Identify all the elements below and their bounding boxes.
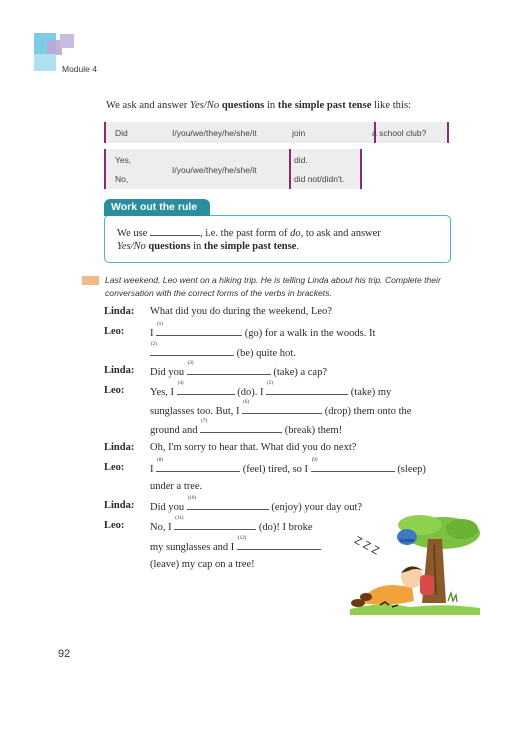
rule-line-2: Yes/No questions in the simple past tense. (117, 241, 299, 252)
speaker-linda: Linda: (104, 500, 135, 511)
answer-blank-1[interactable]: (1) (156, 326, 242, 336)
rule-blank[interactable] (150, 226, 200, 236)
table-cell-did: Did (115, 128, 128, 138)
work-out-rule-title: Work out the rule (104, 199, 210, 216)
answer-blank-9[interactable]: (9) (311, 462, 395, 472)
dialogue-line: my sunglasses and I (12) (150, 540, 321, 553)
table-cell-did-not: did not/didn't. (294, 174, 345, 184)
answer-blank-11[interactable]: (11) (174, 520, 256, 530)
work-out-rule-box (104, 215, 451, 263)
table-cell-no: No, (115, 174, 129, 184)
rule-line-1: We use , i.e. the past form of do, to ask and answer (117, 228, 381, 239)
dialogue-line: Did you (10) (enjoy) your day out? (150, 496, 363, 513)
answer-blank-4[interactable]: (4) (177, 385, 235, 395)
exercise-marker (82, 276, 99, 285)
dialogue-line: I (8) (feel) tired, so I (9) (sleep) (150, 458, 426, 475)
answer-blank-6[interactable]: (6) (242, 404, 322, 414)
dialogue-line: (leave) my cap on a tree! (150, 559, 255, 570)
dialogue-line: What did you do during the weekend, Leo? (150, 306, 332, 317)
table-cell-pronouns: I/you/we/they/he/she/it (172, 128, 257, 138)
dialogue-line: sunglasses too. But, I (6) (drop) them onto the (150, 400, 412, 417)
dialogue-line: Yes, I (4) (do). I (5) (take) my (150, 381, 392, 398)
page-number: 92 (58, 648, 71, 660)
exercise-instruction: Last weekend, Leo went on a hiking trip. He is telling Linda about his trip. Complete their conversation with the correct forms of the verbs in brackets. (105, 275, 441, 298)
table-cell-verb: join (292, 128, 306, 138)
dialogue-line: (2) (be) quite hot. (151, 342, 296, 359)
answer-blank-5[interactable]: (5) (266, 385, 348, 395)
speaker-linda: Linda: (104, 306, 135, 317)
answer-blank-10[interactable]: (10) (187, 500, 269, 510)
dialogue-line: ground and (7) (break) them! (150, 419, 343, 436)
question-pattern-table (104, 122, 449, 143)
module-label: Module 4 (62, 64, 97, 74)
answer-blank-12[interactable]: (12) (237, 540, 321, 550)
answer-pattern-table (104, 149, 362, 189)
dialogue-line: I (1) (go) for a walk in the woods. It (150, 322, 376, 339)
answer-blank-8[interactable]: (8) (156, 462, 240, 472)
speaker-leo: Leo: (104, 520, 125, 531)
table-cell-did-short: did. (294, 155, 308, 165)
table-cell-pronouns: I/you/we/they/he/she/it (172, 165, 257, 175)
speaker-leo: Leo: (104, 462, 125, 473)
dialogue-line: Did you (3) (take) a cap? (150, 361, 327, 378)
answer-blank-7[interactable]: (7) (200, 423, 282, 433)
dialogue-line: Oh, I'm sorry to hear that. What did you do next? (150, 442, 357, 453)
answer-blank-2[interactable]: (2) (150, 346, 234, 356)
table-cell-yes: Yes, (115, 155, 132, 165)
intro-sentence: We ask and answer Yes/No questions in the simple past tense like this: (106, 100, 412, 111)
speaker-leo: Leo: (104, 385, 125, 396)
table-cell-object: a school club? (372, 128, 427, 138)
dialogue-line: No, I (11) (do)! I broke (150, 516, 313, 533)
answer-blank-3[interactable]: (3) (187, 365, 271, 375)
speaker-linda: Linda: (104, 442, 135, 453)
sleeping-boy-illustration (350, 515, 480, 615)
speaker-leo: Leo: (104, 326, 125, 337)
snore-text: Z Z Z (352, 534, 382, 558)
dialogue-line: under a tree. (150, 481, 203, 492)
speaker-linda: Linda: (104, 365, 135, 376)
